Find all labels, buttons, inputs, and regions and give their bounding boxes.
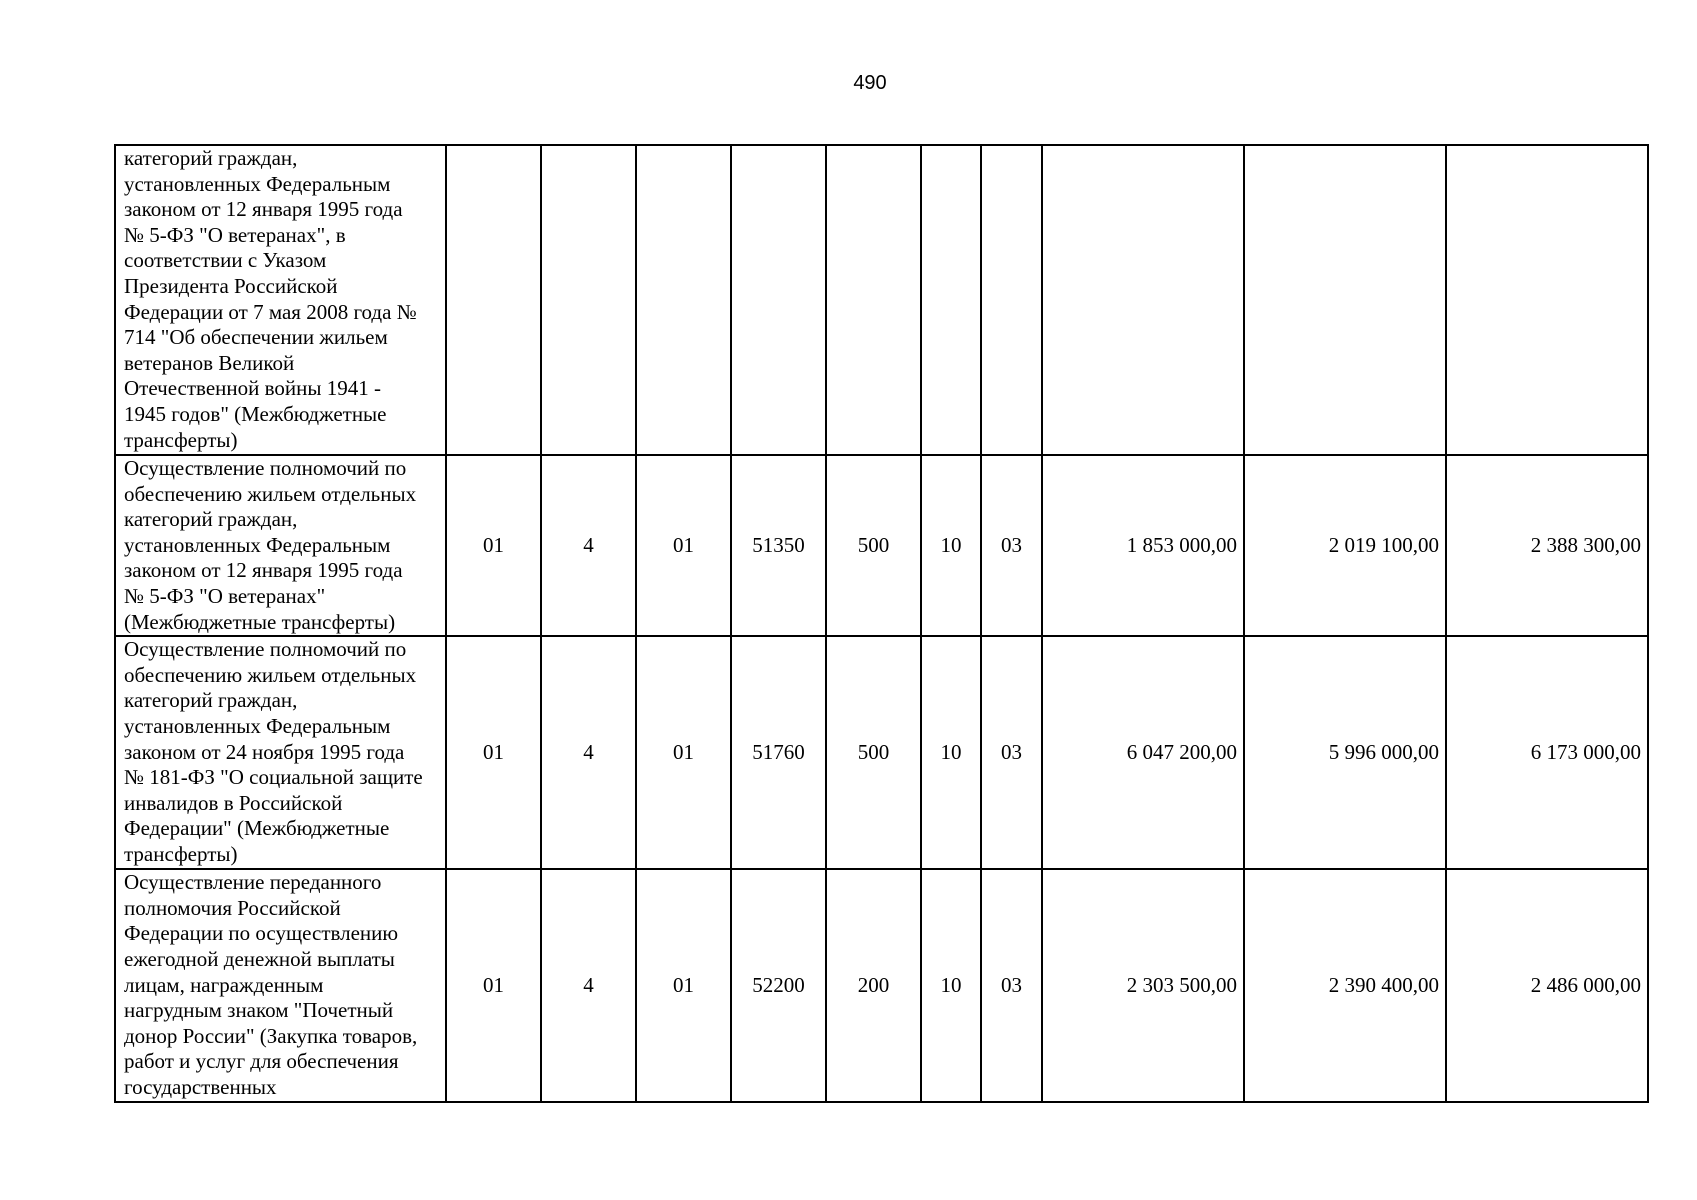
amount-year-3: 2 486 000,00 bbox=[1446, 869, 1648, 1102]
table-row bbox=[115, 869, 1648, 1102]
amount-year-3: 6 173 000,00 bbox=[1446, 636, 1648, 869]
main-event-code: 01 bbox=[636, 455, 731, 636]
subsection-code bbox=[981, 145, 1042, 455]
main-event-code bbox=[636, 145, 731, 455]
row-description: Осуществление полномочий по обеспечению жильем отдельных категорий граждан, установленных Федеральным законом от 12 января 1995 года № 5-ФЗ "О ветеранах" (Межбюджетные трансферты) bbox=[115, 455, 446, 636]
table-row bbox=[115, 145, 1648, 455]
direction-code: 52200 bbox=[731, 869, 826, 1102]
subprogram-code: 4 bbox=[541, 869, 636, 1102]
program-code bbox=[446, 145, 541, 455]
expense-type-code bbox=[826, 145, 921, 455]
row-description: Осуществление переданного полномочия Российской Федерации по осуществлению ежегодной денежной выплаты лицам, награжденным нагрудным знаком "Почетный донор России" (Закупка товаров, работ и услуг для обеспечения государственных bbox=[115, 869, 446, 1102]
subprogram-code: 4 bbox=[541, 455, 636, 636]
program-code: 01 bbox=[446, 455, 541, 636]
main-event-code: 01 bbox=[636, 869, 731, 1102]
amount-year-1: 1 853 000,00 bbox=[1042, 455, 1244, 636]
subprogram-code: 4 bbox=[541, 636, 636, 869]
subsection-code: 03 bbox=[981, 636, 1042, 869]
table-row bbox=[115, 636, 1648, 869]
amount-year-3: 2 388 300,00 bbox=[1446, 455, 1648, 636]
section-code bbox=[921, 145, 981, 455]
direction-code: 51760 bbox=[731, 636, 826, 869]
program-code: 01 bbox=[446, 869, 541, 1102]
section-code: 10 bbox=[921, 455, 981, 636]
amount-year-2: 5 996 000,00 bbox=[1244, 636, 1446, 869]
expense-type-code: 500 bbox=[826, 455, 921, 636]
direction-code: 51350 bbox=[731, 455, 826, 636]
subprogram-code bbox=[541, 145, 636, 455]
amount-year-1: 2 303 500,00 bbox=[1042, 869, 1244, 1102]
section-code: 10 bbox=[921, 636, 981, 869]
page-number: 490 bbox=[853, 72, 887, 94]
row-description: категорий граждан, установленных Федеральным законом от 12 января 1995 года № 5-ФЗ "О ветеранах", в соответствии с Указом Президента Российской Федерации от 7 мая 2008 года № 714 "Об обеспечении жильем ветеранов Великой Отечественной войны 1941 - 1945 годов" (Межбюджетные трансферты) bbox=[115, 145, 446, 455]
amount-year-2: 2 390 400,00 bbox=[1244, 869, 1446, 1102]
amount-year-1: 6 047 200,00 bbox=[1042, 636, 1244, 869]
row-description: Осуществление полномочий по обеспечению жильем отдельных категорий граждан, установленных Федеральным законом от 24 ноября 1995 года № 181-ФЗ "О социальной защите инвалидов в Российской Федерации" (Межбюджетные трансферты) bbox=[115, 636, 446, 869]
subsection-code: 03 bbox=[981, 455, 1042, 636]
amount-year-1 bbox=[1042, 145, 1244, 455]
main-event-code: 01 bbox=[636, 636, 731, 869]
expense-type-code: 500 bbox=[826, 636, 921, 869]
amount-year-3 bbox=[1446, 145, 1648, 455]
table-row bbox=[115, 455, 1648, 636]
budget-table bbox=[114, 144, 1649, 1103]
section-code: 10 bbox=[921, 869, 981, 1102]
amount-year-2 bbox=[1244, 145, 1446, 455]
program-code: 01 bbox=[446, 636, 541, 869]
expense-type-code: 200 bbox=[826, 869, 921, 1102]
direction-code bbox=[731, 145, 826, 455]
subsection-code: 03 bbox=[981, 869, 1042, 1102]
amount-year-2: 2 019 100,00 bbox=[1244, 455, 1446, 636]
